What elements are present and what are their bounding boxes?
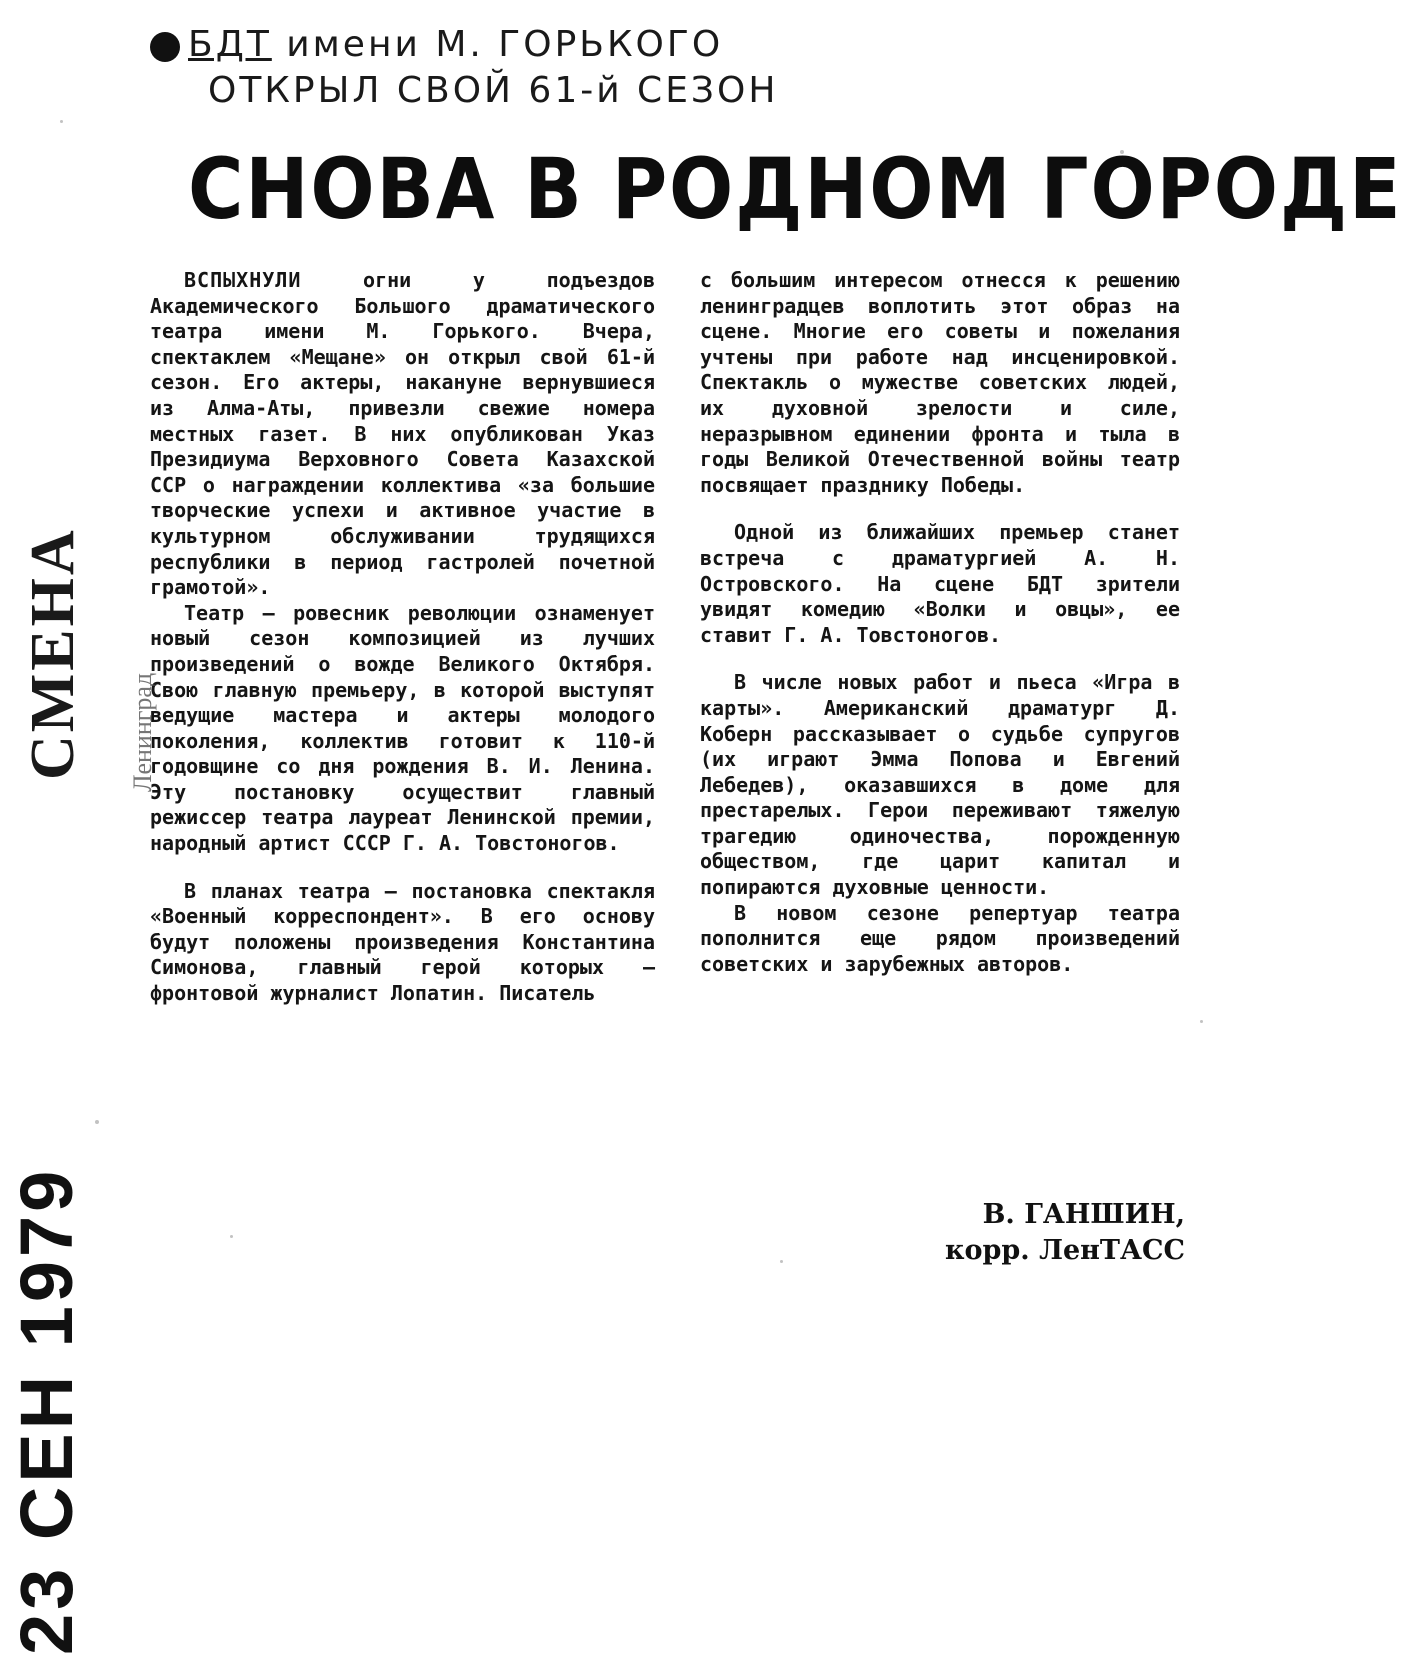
scan-speck bbox=[1120, 150, 1124, 154]
scan-speck bbox=[1200, 1020, 1203, 1023]
paragraph: В планах театра — постановка спектакля «Военный корреспондент». В его основу будут положены произведения Константина Симонова, главный герой которых — фронтовой журналист Лопатин. Писатель bbox=[150, 878, 655, 1006]
paragraph: В новом сезоне репертуар театра пополнится еще рядом произведений советских и зарубежных авторов. bbox=[700, 900, 1180, 976]
author-name: В. ГАНШИН, bbox=[982, 1199, 1185, 1230]
kicker-theatre-abbr: БДТ bbox=[188, 24, 272, 65]
paragraph: Одной из ближайших премьер станет встреча с драматургией А. Н. Островского. На сцене БДТ зрители увидят комедию «Волки и овцы», ее ставит Г. А. Товстоногов. bbox=[700, 520, 1180, 647]
paragraph: Театр — ровесник революции ознаменует новый сезон композицией из лучших произведений о вожде Великого Октября. Свою главную премьеру, в которой выступят ведущие мастера и актеры молодого поколения, коллектив готовит к 110-й годовщине со дня рождения В. И. Ленина. Эту постановку осуществит главный режиссер театра лауреат Ленинской премии, народный артист СССР Г. А. Товстоногов. bbox=[150, 600, 655, 856]
scan-speck bbox=[230, 1235, 233, 1238]
author-role: корр. ЛенТАСС bbox=[945, 1235, 1185, 1266]
paragraph bbox=[150, 268, 655, 601]
date-stamp: 23 СЕН 1979 bbox=[5, 1166, 88, 1655]
scan-speck bbox=[60, 120, 63, 123]
article-column-left bbox=[150, 268, 655, 1007]
headline: СНОВА В РОДНОМ ГОРОДЕ bbox=[188, 140, 1402, 238]
bullet-icon bbox=[150, 32, 180, 62]
kicker-theatre-name: имени М. ГОРЬКОГО bbox=[271, 24, 724, 65]
publication-stamp: СМЕНА bbox=[19, 527, 87, 780]
kicker-line-2: ОТКРЫЛ СВОЙ 61-й СЕЗОН bbox=[208, 70, 779, 111]
paragraph-text: огни у подъездов Академического Большого драматического театра имени М. Горького. Вчера, спектаклем «Мещане» он открыл свой 61-й сезон. Его актеры, накануне вернувшиеся из Алма-Аты, привезли свежие номера местных газет. В них опубликован Указ Президиума Верховного Совета Казахской ССР о награждении коллектива «за большие творческие успехи и активное участие в культурном обслуживании трудящихся республики в период гастролей почетной грамотой». bbox=[150, 268, 655, 600]
publication-city-stamp: Ленинград bbox=[128, 672, 157, 792]
scan-speck bbox=[780, 1260, 783, 1263]
kicker-line-1 bbox=[188, 24, 723, 65]
author-signature bbox=[900, 1197, 1185, 1269]
paragraph: В числе новых работ и пьеса «Игра в карты». Американский драматург Д. Коберн рассказывает о судьбе супругов (их играют Эмма Попова и Евгений Лебедев), оказавшихся в доме для престарелых. Герои переживают тяжелую трагедию одиночества, порожденную обществом, где царит капитал и попираются духовные ценности. bbox=[700, 670, 1180, 900]
article-column-right bbox=[700, 268, 1180, 977]
scan-speck bbox=[95, 1120, 99, 1124]
paragraph: с большим интересом отнесся к решению ленинградцев воплотить этот образ на сцене. Многие его советы и пожелания учтены при работе над инсценировкой. Спектакль о мужестве советских людей, их духовной зрелости и силе, неразрывном единении фронта и тыла в годы Великой Отечественной войны театр посвящает празднику Победы. bbox=[700, 268, 1180, 497]
lead-word: ВСПЫХНУЛИ bbox=[184, 268, 302, 292]
